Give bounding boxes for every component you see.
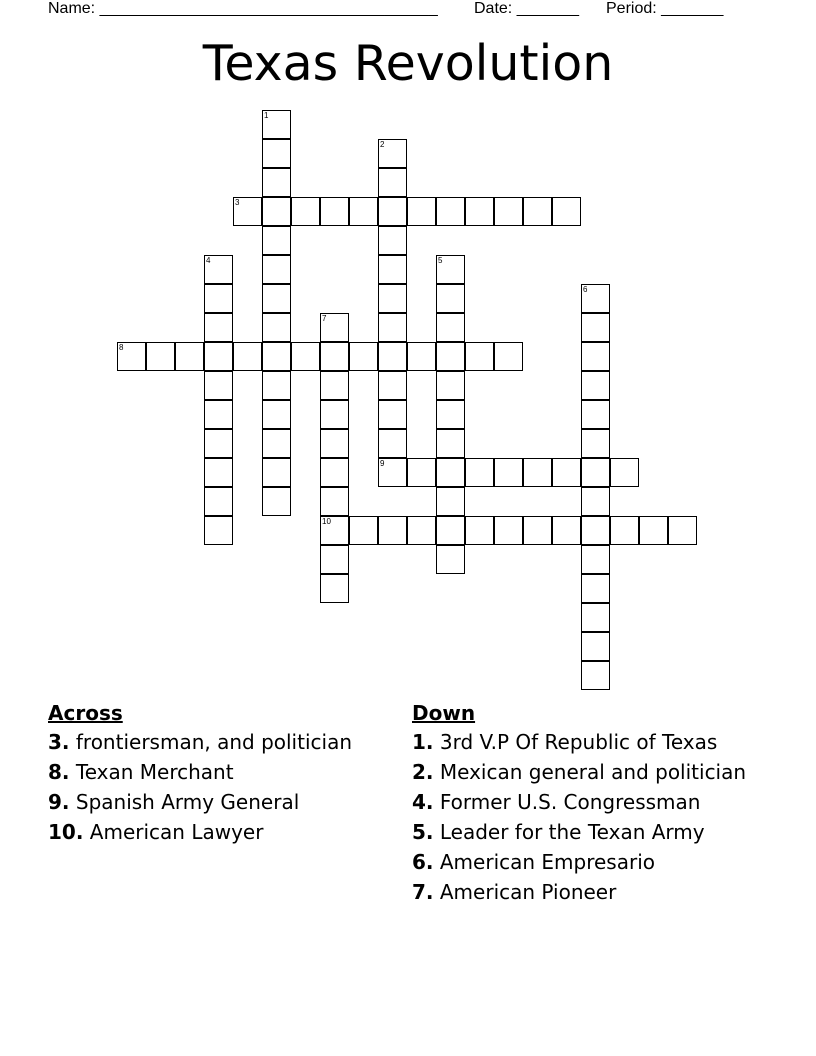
crossword-cell[interactable] [320,487,349,516]
crossword-cell[interactable] [581,313,610,342]
down-heading: Down [412,701,476,725]
crossword-cell[interactable] [436,487,465,516]
crossword-cell[interactable] [262,342,291,371]
clue-number: 1. [412,730,434,754]
crossword-cell[interactable] [436,371,465,400]
crossword-cell[interactable] [262,429,291,458]
clue-down-4 [412,791,752,814]
crossword-cell[interactable] [378,516,407,545]
crossword-cell[interactable] [581,661,610,690]
cell-number: 9 [380,459,385,468]
crossword-cell[interactable] [320,516,349,545]
crossword-cell[interactable] [436,400,465,429]
clue-text: Leader for the Texan Army [439,820,705,844]
cell-number: 7 [322,314,327,323]
across-clues [48,702,358,851]
clue-number: 10. [48,820,84,844]
crossword-cell[interactable] [436,313,465,342]
crossword-cell[interactable] [494,197,523,226]
crossword-cell[interactable] [581,632,610,661]
crossword-cell[interactable] [204,429,233,458]
crossword-cell[interactable] [320,313,349,342]
cell-number: 3 [235,198,240,207]
crossword-cell[interactable] [436,255,465,284]
clue-down-2 [412,761,752,784]
crossword-cell[interactable] [581,574,610,603]
crossword-cell[interactable] [262,110,291,139]
crossword-cell[interactable] [262,284,291,313]
cell-number: 2 [380,140,385,149]
cell-number: 5 [438,256,443,265]
crossword-cell[interactable] [668,516,697,545]
clue-text: Mexican general and politician [439,760,747,784]
crossword-cell[interactable] [494,458,523,487]
crossword-cell[interactable] [262,226,291,255]
crossword-cell[interactable] [320,429,349,458]
clue-number: 6. [412,850,434,874]
clue-text: Texan Merchant [75,760,234,784]
period-field[interactable]: Period: _______ [606,0,724,17]
crossword-cell[interactable] [204,342,233,371]
clue-across-9 [48,791,358,814]
date-field[interactable]: Date: _______ [474,0,579,17]
crossword-cell[interactable] [581,487,610,516]
clue-number: 7. [412,880,434,904]
crossword-cell[interactable] [320,400,349,429]
clue-text: frontiersman, and politician [75,730,352,754]
clue-text: American Empresario [439,850,656,874]
crossword-cell[interactable] [378,371,407,400]
crossword-cell[interactable] [175,342,204,371]
crossword-cell[interactable] [320,197,349,226]
crossword-cell[interactable] [262,197,291,226]
page-title: Texas Revolution [202,35,614,92]
crossword-cell[interactable] [378,429,407,458]
crossword-cell[interactable] [233,197,262,226]
crossword-cell[interactable] [436,545,465,574]
crossword-cell[interactable] [610,458,639,487]
name-field[interactable]: Name: ______________________________________ [48,0,438,17]
crossword-cell[interactable] [581,545,610,574]
crossword-cell[interactable] [581,516,610,545]
clue-number: 2. [412,760,434,784]
crossword-cell[interactable] [204,400,233,429]
crossword-cell[interactable] [581,458,610,487]
crossword-cell[interactable] [320,342,349,371]
clue-number: 9. [48,790,70,814]
clue-across-8 [48,761,358,784]
crossword-cell[interactable] [494,516,523,545]
clue-text: Spanish Army General [75,790,300,814]
clue-number: 8. [48,760,70,784]
crossword-cell[interactable] [320,371,349,400]
crossword-cell[interactable] [407,197,436,226]
crossword-cell[interactable] [407,342,436,371]
clue-down-5 [412,821,752,844]
crossword-cell[interactable] [436,429,465,458]
crossword-cell[interactable] [378,139,407,168]
crossword-cell[interactable] [581,371,610,400]
crossword-cell[interactable] [204,371,233,400]
crossword-cell[interactable] [465,342,494,371]
crossword-cell[interactable] [349,342,378,371]
crossword-cell[interactable] [204,255,233,284]
crossword-cell[interactable] [204,516,233,545]
clue-number: 5. [412,820,434,844]
crossword-cell[interactable] [291,342,320,371]
crossword-cell[interactable] [262,400,291,429]
crossword-cell[interactable] [320,458,349,487]
clue-across-10 [48,821,358,844]
clue-across-3 [48,731,358,754]
crossword-cell[interactable] [523,458,552,487]
clue-down-6 [412,851,752,874]
crossword-cell[interactable] [436,516,465,545]
clue-text: Former U.S. Congressman [439,790,701,814]
crossword-cell[interactable] [378,197,407,226]
crossword-cell[interactable] [436,458,465,487]
crossword-cell[interactable] [378,255,407,284]
cell-number: 4 [206,256,211,265]
crossword-cell[interactable] [523,516,552,545]
clue-text: American Lawyer [89,820,264,844]
crossword-cell[interactable] [581,342,610,371]
crossword-cell[interactable] [581,429,610,458]
clue-down-7 [412,881,752,904]
crossword-cell[interactable] [494,342,523,371]
clue-down-1 [412,731,752,754]
crossword-cell[interactable] [117,342,146,371]
crossword-cell[interactable] [204,487,233,516]
crossword-cell[interactable] [436,284,465,313]
crossword-cell[interactable] [262,487,291,516]
down-clues [412,702,752,911]
crossword-cell[interactable] [436,197,465,226]
crossword-cell[interactable] [552,197,581,226]
crossword-cell[interactable] [204,313,233,342]
crossword-cell[interactable] [349,516,378,545]
crossword-cell[interactable] [204,284,233,313]
crossword-cell[interactable] [378,458,407,487]
crossword-cell[interactable] [262,139,291,168]
clue-text: American Pioneer [439,880,617,904]
crossword-cell[interactable] [407,516,436,545]
clue-number: 4. [412,790,434,814]
crossword-cell[interactable] [378,400,407,429]
cell-number: 1 [264,111,269,120]
clue-text: 3rd V.P Of Republic of Texas [439,730,718,754]
crossword-cell[interactable] [378,226,407,255]
crossword-cell[interactable] [610,516,639,545]
across-heading: Across [48,701,123,725]
clue-number: 3. [48,730,70,754]
crossword-cell[interactable] [552,458,581,487]
crossword-cell[interactable] [262,168,291,197]
crossword-cell[interactable] [378,313,407,342]
cell-number: 6 [583,285,588,294]
crossword-cell[interactable] [436,342,465,371]
crossword-cell[interactable] [378,284,407,313]
crossword-cell[interactable] [639,516,668,545]
crossword-cell[interactable] [349,197,378,226]
crossword-cell[interactable] [262,371,291,400]
crossword-cell[interactable] [262,255,291,284]
crossword-cell[interactable] [523,197,552,226]
cell-number: 10 [322,517,331,526]
crossword-cell[interactable] [378,342,407,371]
crossword-cell[interactable] [204,458,233,487]
crossword-cell[interactable] [465,516,494,545]
crossword-cell[interactable] [581,603,610,632]
crossword-cell[interactable] [233,342,262,371]
crossword-cell[interactable] [146,342,175,371]
cell-number: 8 [119,343,124,352]
crossword-cell[interactable] [378,168,407,197]
crossword-cell[interactable] [465,458,494,487]
crossword-cell[interactable] [262,458,291,487]
crossword-cell[interactable] [552,516,581,545]
crossword-cell[interactable] [407,458,436,487]
crossword-cell[interactable] [581,284,610,313]
crossword-cell[interactable] [581,400,610,429]
crossword-cell[interactable] [465,197,494,226]
crossword-cell[interactable] [320,574,349,603]
crossword-cell[interactable] [320,545,349,574]
crossword-cell[interactable] [291,197,320,226]
crossword-cell[interactable] [262,313,291,342]
